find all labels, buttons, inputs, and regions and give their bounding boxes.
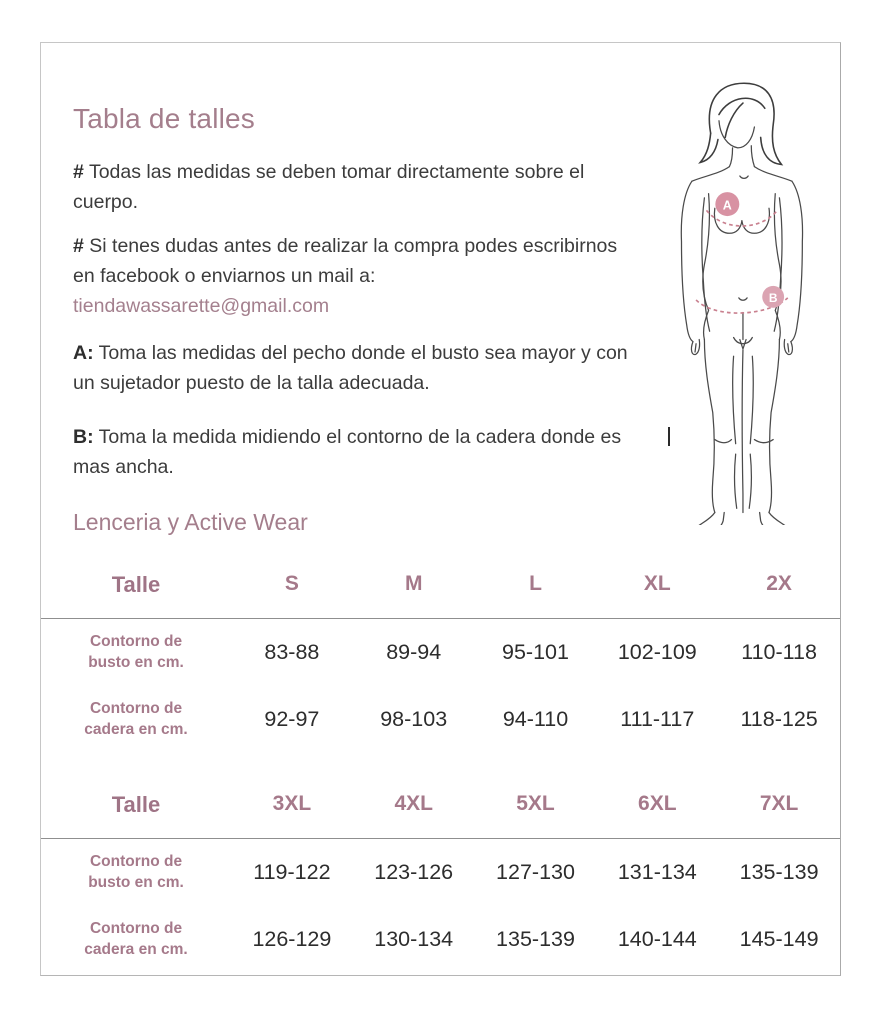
hip-value: 94-110 <box>502 707 569 731</box>
note-bust <box>73 339 635 398</box>
stray-cursor-mark <box>668 427 670 446</box>
note-contact <box>73 232 635 322</box>
hip-value: 140-144 <box>617 927 697 951</box>
bust-value: 102-109 <box>617 640 697 664</box>
bust-marker-badge <box>715 192 739 216</box>
hip-value: 135-139 <box>496 927 575 951</box>
row-label-hip: Contorno de cadera en cm. <box>84 920 188 958</box>
bust-value: 123-126 <box>374 860 454 884</box>
size-table-plus-sizes <box>41 783 840 973</box>
bust-value: 110-118 <box>741 640 817 664</box>
note-bust-prefix: A: <box>73 342 94 364</box>
bust-value: 95-101 <box>502 640 569 664</box>
bust-value: 89-94 <box>386 640 442 664</box>
column-header-size: S <box>231 563 353 619</box>
bust-value: 135-139 <box>739 860 819 884</box>
column-header-size: M <box>353 563 475 619</box>
female-body-sketch-icon <box>649 77 839 525</box>
note-contact-text: Si tenes dudas antes de realizar la compra podes escribirnos en facebook o enviarnos un mail a: <box>73 235 618 287</box>
size-guide-card <box>40 42 841 976</box>
note-measure-text: Todas las medidas se deben tomar directamente sobre el cuerpo. <box>73 161 585 213</box>
column-header-size: 2X <box>718 563 840 619</box>
contact-email-link[interactable]: tiendawassarette@gmail.com <box>73 295 330 318</box>
hip-value: 92-97 <box>264 707 320 731</box>
column-header-size: L <box>475 563 597 619</box>
note-hip-prefix: B: <box>73 426 94 448</box>
size-table-small-sizes <box>41 563 840 753</box>
hip-value: 126-129 <box>252 927 332 951</box>
hip-marker-label: B <box>768 291 778 306</box>
bust-value: 83-88 <box>264 640 320 664</box>
column-header-size: 7XL <box>718 783 840 839</box>
section-title: Lenceria y Active Wear <box>73 509 308 535</box>
hip-marker-badge <box>762 286 784 308</box>
column-header-size: XL <box>596 563 718 619</box>
row-label-bust: Contorno de busto en cm. <box>88 633 184 671</box>
note-contact-prefix: # <box>73 235 84 257</box>
note-hip-text: Toma la medida midiendo el contorno de la cadera donde es mas ancha. <box>73 426 622 478</box>
bust-marker-label: A <box>722 198 732 213</box>
note-hip <box>73 423 635 482</box>
column-header-size: 5XL <box>475 783 597 839</box>
column-header-size: 6XL <box>596 783 718 839</box>
bust-value: 119-122 <box>253 860 331 884</box>
note-measure <box>73 158 635 217</box>
row-label-bust: Contorno de busto en cm. <box>88 853 184 891</box>
body-measurement-figure <box>649 77 839 525</box>
hip-value: 98-103 <box>380 707 448 731</box>
row-label-hip: Contorno de cadera en cm. <box>84 700 188 738</box>
column-header-size: 4XL <box>353 783 475 839</box>
hip-value: 145-149 <box>739 927 819 951</box>
hip-value: 118-125 <box>740 707 818 731</box>
note-bust-text: Toma las medidas del pecho donde el busto sea mayor y con un sujetador puesto de la talla adecuada. <box>73 342 628 394</box>
bust-value: 127-130 <box>496 860 575 884</box>
column-header-talle: Talle <box>41 783 231 839</box>
column-header-size: 3XL <box>231 783 353 839</box>
page-title: Tabla de talles <box>73 103 256 134</box>
hip-value: 111-117 <box>620 707 695 731</box>
note-measure-prefix: # <box>73 161 84 183</box>
hip-value: 130-134 <box>374 927 454 951</box>
column-header-talle: Talle <box>41 563 231 619</box>
bust-value: 131-134 <box>617 860 697 884</box>
